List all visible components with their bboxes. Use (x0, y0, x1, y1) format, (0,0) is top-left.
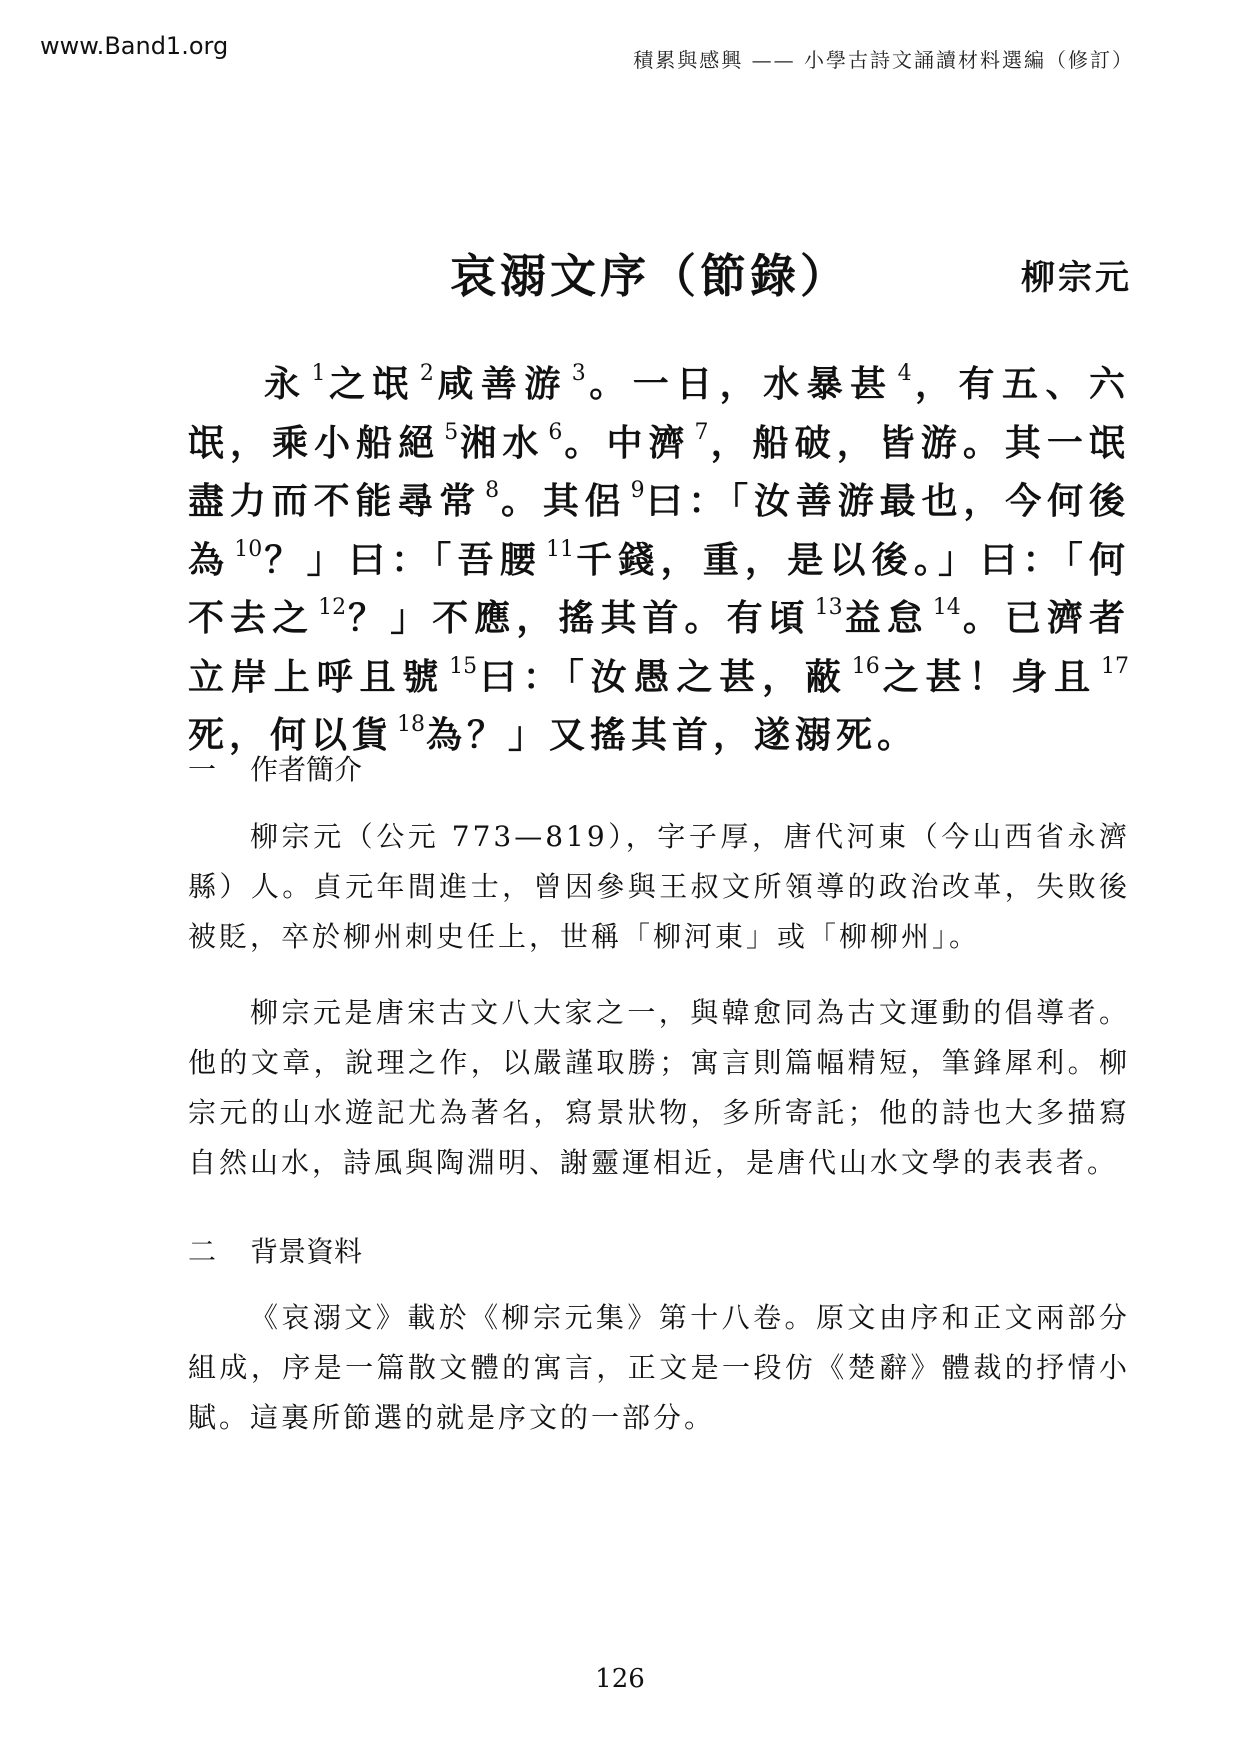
text-segment: ？」不應，搖其首。有頃 (347, 597, 811, 639)
text-segment: 。一日，水暴甚 (586, 363, 894, 405)
section-title: 作者簡介 (250, 753, 363, 786)
footnote-marker: 16 (851, 653, 880, 679)
text-segment: 死，何以貨 (188, 714, 394, 756)
footnote-marker: 5 (444, 419, 459, 445)
author-name: 柳宗元 (1021, 258, 1132, 298)
footnote-marker: 6 (548, 419, 563, 445)
running-head: 積累與感興 —— 小學古詩文誦讀材料選編（修訂） (633, 48, 1134, 72)
footnote-marker: 17 (1100, 653, 1129, 679)
text-segment: 。中濟 (563, 421, 691, 464)
footnote-marker: 15 (449, 653, 478, 679)
footnote-marker: 9 (630, 478, 645, 503)
page-number: 126 (595, 1664, 645, 1694)
text-segment: 湘水 (459, 421, 545, 464)
text-segment: ，有五、六氓，乘小船絕 (188, 363, 1130, 464)
footnote-marker: 8 (485, 478, 500, 503)
text-segment: ？」曰：「吾腰 (263, 538, 542, 581)
text-segment: 永 (264, 363, 308, 405)
background-paragraph: 《哀溺文》載於《柳宗元集》第十八卷。原文由序和正文兩部分組成，序是一篇散文體的寓言，正文是一段仿《楚辭》體裁的抒情小賦。這裏所節選的就是序文的一部分。 (188, 1301, 1130, 1434)
page-title: 哀溺文序（節錄） (450, 249, 850, 303)
footnote-marker: 1 (311, 361, 326, 386)
footnote-marker: 7 (694, 419, 709, 445)
text-segment: 。已濟者立岸上呼且號 (188, 597, 1130, 698)
footnote-marker: 2 (419, 361, 434, 386)
footnote-marker: 14 (932, 595, 961, 620)
footnote-marker: 10 (234, 536, 263, 562)
author-intro (188, 812, 1130, 1188)
footnote-marker: 12 (318, 595, 347, 620)
section-heading-background (188, 1230, 362, 1270)
text-segment: 益怠 (843, 597, 929, 639)
title-row (0, 240, 1240, 310)
text-segment: 千錢，重，是以後。」曰：「何不去之 (188, 538, 1130, 639)
text-segment: 。其侶 (500, 480, 627, 522)
footnote-marker: 4 (897, 361, 912, 386)
text-segment: 之甚！身且 (880, 655, 1097, 698)
footnote-marker: 11 (545, 536, 574, 562)
section-heading-author (188, 748, 362, 788)
footnote-marker: 3 (571, 361, 586, 386)
classical-text-paragraph (188, 355, 1130, 765)
footnote-marker: 18 (397, 712, 426, 737)
author-intro-paragraph-2: 柳宗元是唐宋古文八大家之一，與韓愈同為古文運動的倡導者。他的文章，說理之作，以嚴謹取勝；寓言則篇幅精短，筆鋒犀利。柳宗元的山水遊記尤為著名，寫景狀物，多所寄託；他的詩也大多描寫自然山水，詩風與陶淵明、謝靈運相近，是唐代山水文學的表表者。 (188, 996, 1130, 1179)
text-segment: 曰：「汝善游最也，今何後為 (188, 480, 1130, 581)
background-info (188, 1293, 1130, 1443)
section-number: 一 (188, 753, 217, 786)
footnote-marker: 13 (814, 595, 843, 620)
site-watermark: www.Band1.org (40, 32, 229, 60)
text-segment: 曰：「汝愚之甚，蔽 (478, 655, 848, 698)
text-segment: 為？」又搖其首，遂溺死。 (426, 714, 919, 756)
classical-text (188, 355, 1130, 765)
section-title: 背景資料 (250, 1235, 363, 1268)
text-segment: 之氓 (326, 363, 416, 405)
text-segment: ，船破，皆游。其一氓盡力而不能尋常 (188, 421, 1130, 522)
author-intro-paragraph-1: 柳宗元（公元 773—819），字子厚，唐代河東（今山西省永濟縣）人。貞元年間進士，曾因參與王叔文所領導的政治改革，失敗後被貶，卒於柳州刺史任上，世稱「柳河東」或「柳柳州」。 (188, 820, 1130, 953)
section-number: 二 (188, 1235, 217, 1268)
text-segment: 咸善游 (434, 363, 568, 405)
